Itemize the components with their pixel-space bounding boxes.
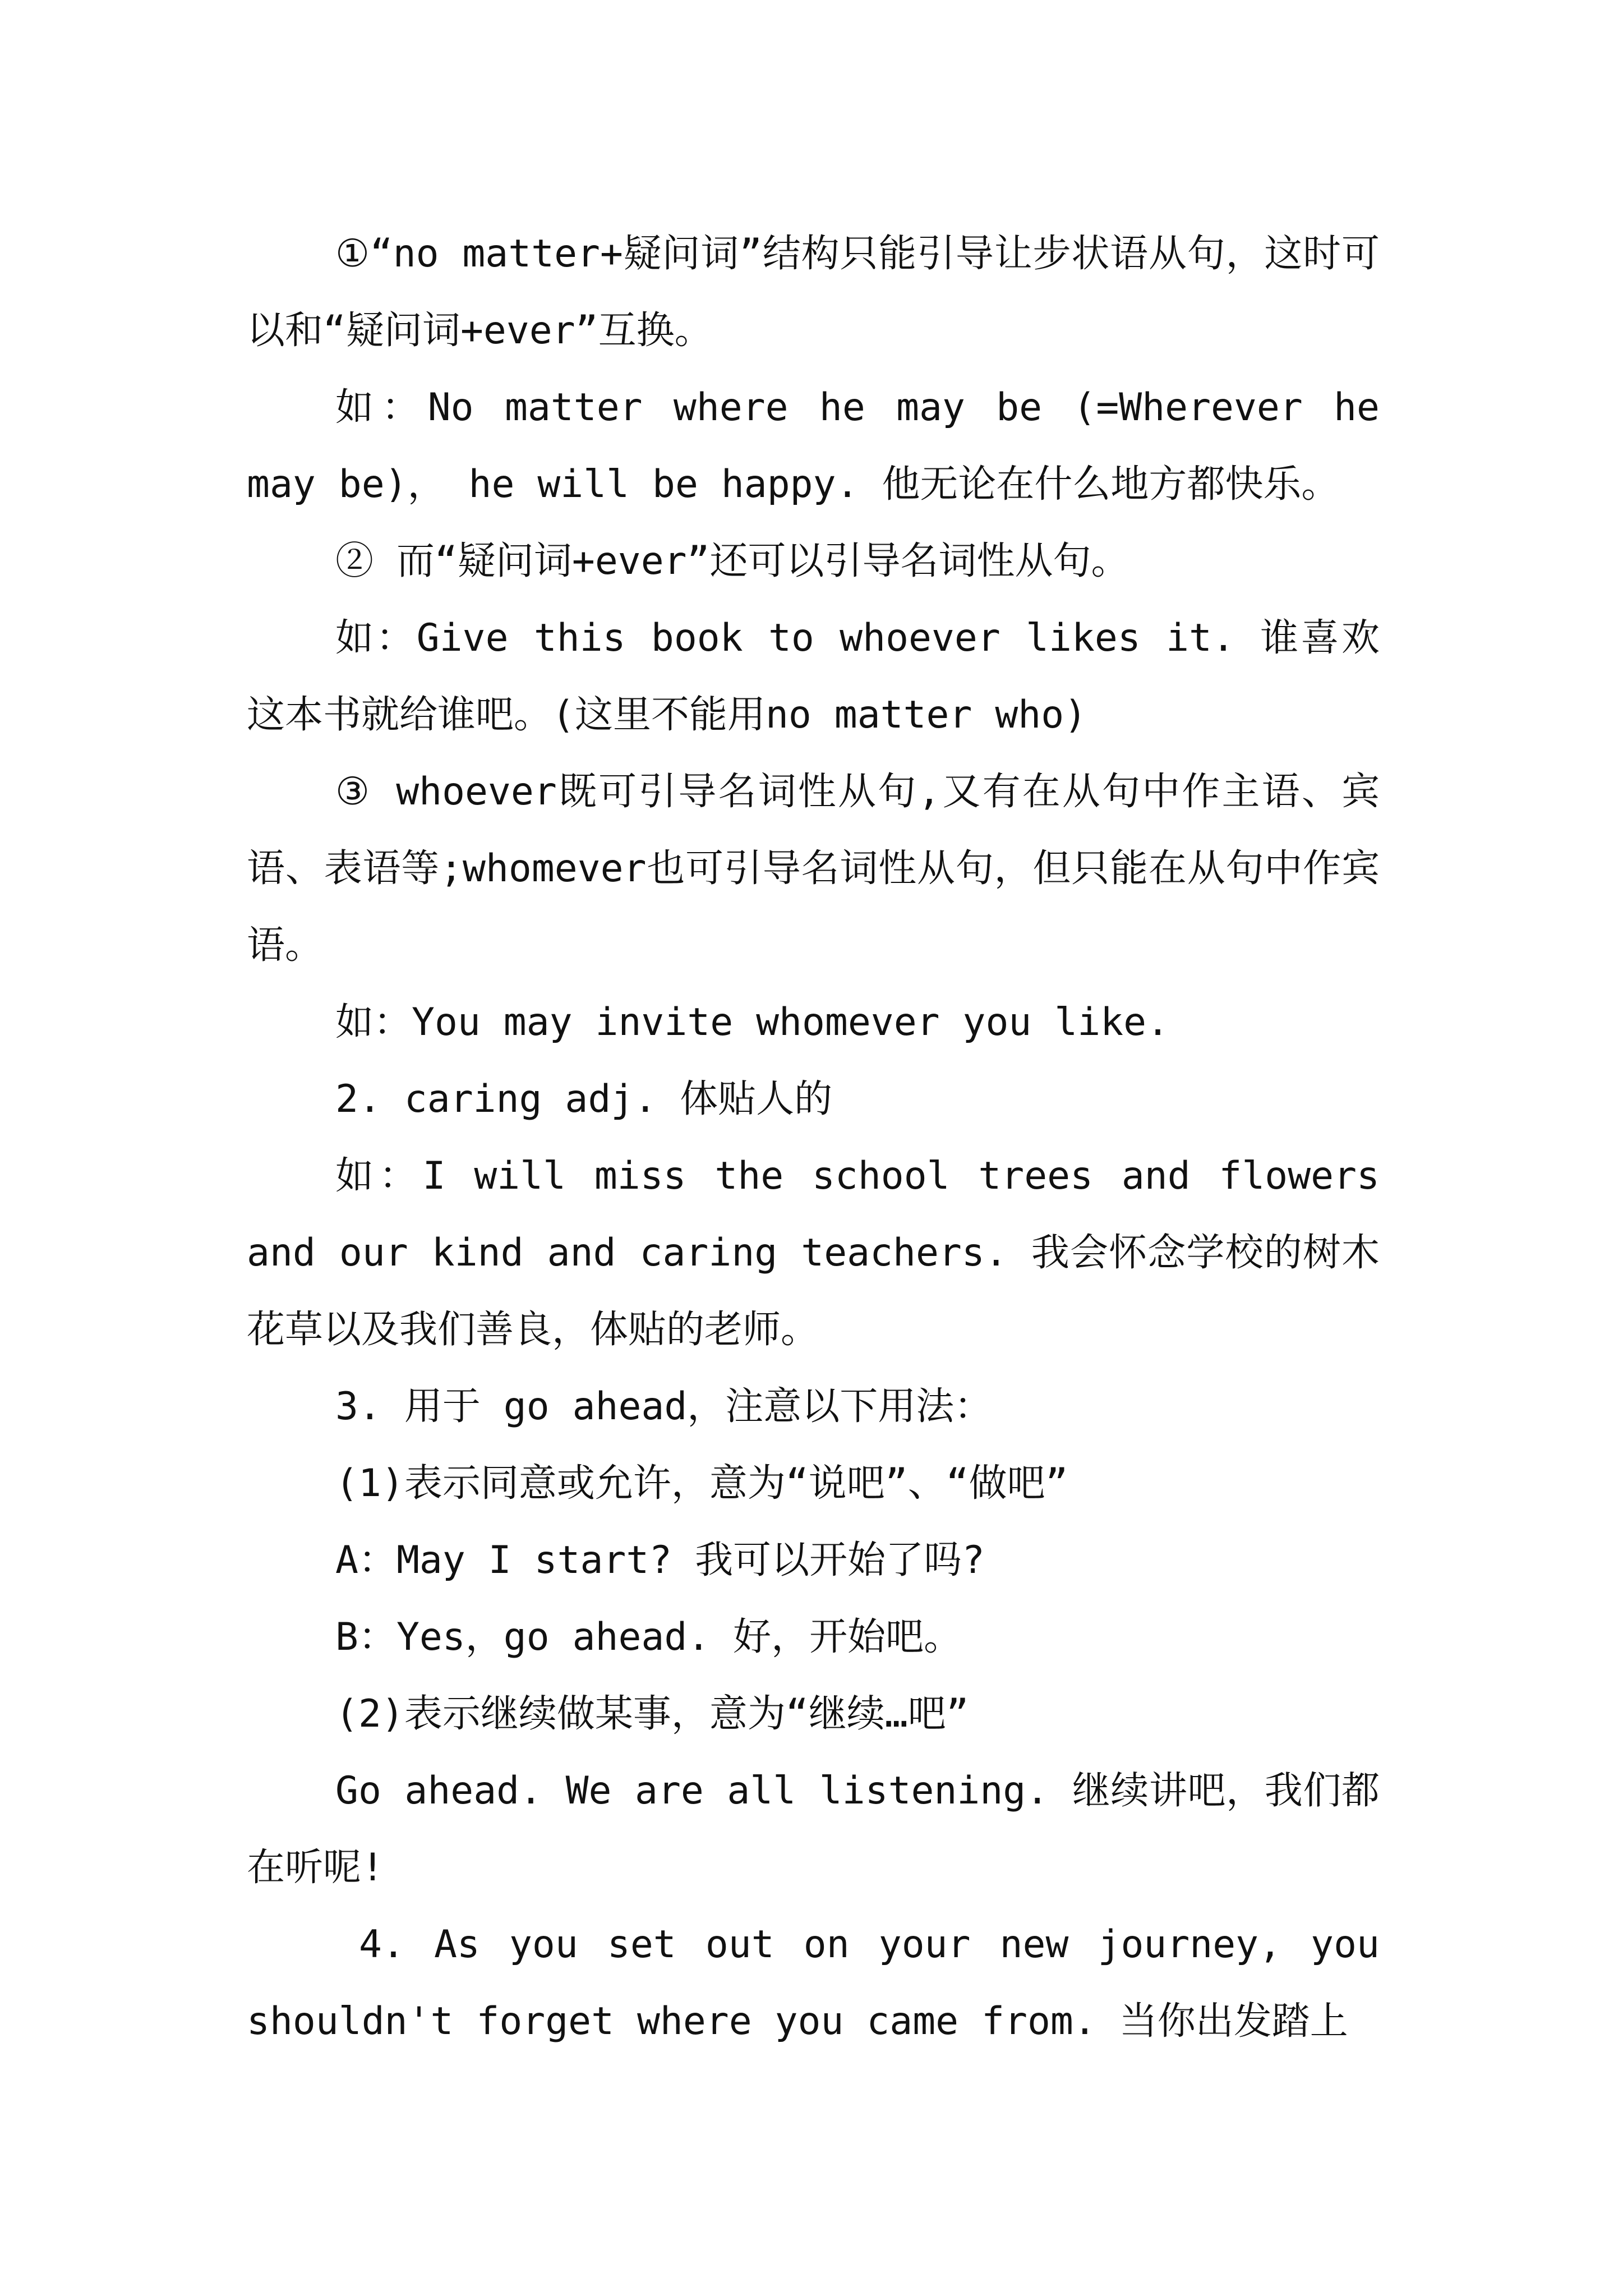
paragraph-whoever-whomever-rule: ③ whoever既可引导名词性从句,又有在从句中作主语、宾语、表语等;whomever也可引导名词性从句，但只能在从句中作宾语。 (247, 770, 1380, 968)
paragraph-go-ahead-usage-2: (2)表示继续做某事，意为“继续…吧” (335, 1692, 969, 1736)
paragraph-go-ahead-heading: 3. 用于 go ahead，注意以下用法： (335, 1384, 993, 1429)
paragraph-dialogue-b: B：Yes，go ahead. 好，开始吧。 (335, 1615, 962, 1659)
paragraph-example-wherever: 如：No matter where he may be (=Wherever he may be)， he will be happy. 他无论在什么地方都快乐。 (247, 385, 1403, 507)
document-body (247, 215, 1403, 2060)
paragraph-no-matter-rule: ①“no matter+疑问词”结构只能引导让步状语从句，这时可以和“疑问词+ever”互换。 (247, 232, 1380, 353)
paragraph-set-out-heading: 4. As you set out on your new journey, you shouldn't forget where you came from. 当你出发踏上 (247, 1922, 1403, 2044)
paragraph-example-caring: 如：I will miss the school trees and flowers and our kind and caring teachers. 我会怀念学校的树木花草以及我们善良，体贴的老师。 (247, 1154, 1403, 1352)
paragraph-dialogue-a: A：May I start? 我可以开始了吗? (335, 1538, 985, 1582)
paragraph-example-whoever: 如：Give this book to whoever likes it. 谁喜欢这本书就给谁吧。(这里不能用no matter who) (247, 616, 1380, 737)
paragraph-ever-noun-clause: ② 而“疑问词+ever”还可以引导名词性从句。 (335, 539, 1129, 583)
paragraph-example-whomever: 如：You may invite whomever you like. (335, 1000, 1170, 1045)
paragraph-example-go-ahead: Go ahead. We are all listening. 继续讲吧，我们都在听呢! (247, 1769, 1380, 1890)
paragraph-go-ahead-usage-1: (1)表示同意或允许，意为“说吧”、“做吧” (335, 1461, 1068, 1506)
paragraph-caring-heading: 2. caring adj. 体贴人的 (335, 1077, 833, 1121)
